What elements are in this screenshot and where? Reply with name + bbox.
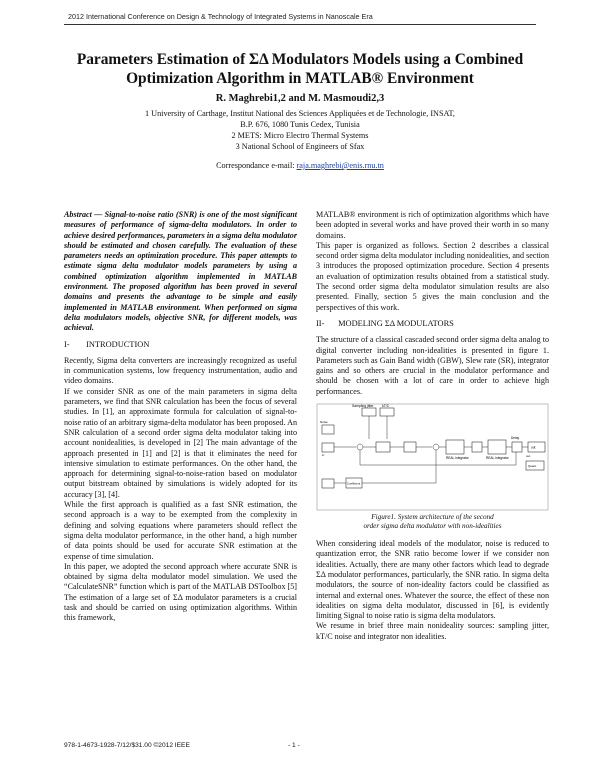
diagram-frame	[317, 404, 548, 510]
noise-label: Noise	[320, 420, 328, 425]
sum-node	[357, 444, 363, 450]
delay-block	[512, 442, 522, 452]
figure-1-caption	[316, 513, 549, 531]
sum-node	[433, 444, 439, 450]
jitter-label: Sampling jitter	[352, 404, 374, 409]
integrator-1-label: REAL Integrator	[446, 456, 469, 461]
feedback-label: Coefficient	[347, 481, 361, 486]
paper-title	[60, 50, 540, 88]
affiliation-1: 1 University of Carthage, Institut National des Sciences Appliquées et de Technologie, INSAT,	[145, 109, 455, 118]
section-1-title: INTRODUCTION	[86, 339, 150, 349]
correspondence-email-link[interactable]: raja.maghrebi@enis.rnu.tn	[296, 161, 384, 170]
section-1-number: I-	[64, 339, 70, 349]
quant-label: Quant	[528, 464, 537, 469]
intro-paragraph: In this paper, we adopted the second approach where accurate SNR is obtained by sigma delta modulator model simulation. We used the “CalculateSNR” function which is part of the MATLAB DSToolbox [5]	[64, 561, 297, 592]
body-paragraph: We resume in brief three main nonideality sources: sampling jitter, kT/C noise and integrator non idealities.	[316, 621, 549, 641]
gain-block	[472, 442, 482, 452]
affiliations	[60, 108, 540, 152]
output-label: out	[531, 445, 536, 450]
abstract: Abstract — Signal-to-noise ratio (SNR) is one of the most significant measures of performance of sigma-delta modulators. In order to achieve desired performances, parameters in a sigma delta modulator should be estimated and chosen carefully. The evaluation of these parameters needs an optimization procedure. This paper attempts to estimate sigma delta modulator models parameters by using a combined optimization algorithm implemented in MATLAB environment. The proposed algorithm has been proved in several domains and presents the advantage to be simple and easily implemented in MATLAB environment. When performed on sigma delta modulators models, objective SNR, for different models, was achieval.	[64, 210, 297, 333]
footer-isbn: 978-1-4673-1928-7/12/$31.00 ©2012 IEEE	[64, 742, 190, 749]
body-paragraph: MATLAB® environment is rich of optimization algorithms which have been adopted in several works and have proved their worth in so many domains.	[316, 210, 549, 240]
intro-paragraph: If we consider SNR as one of the main parameters in sigma delta parameters, we find that SNR calculation has been the focus of several studies. In [1], an approximate formula for calculation of signal-to-noise ratio of an arbitrary sigma-delta modulator has been proposed. An SNR calculation of a second order sigma delta modulator taking into account nonidealities, is developed in [2] The main advantage of the approach presented in [1] and [2] is that it eliminates the need for intensive simulation to estimate performances. On the other hand, the approach for determining signal-to-noise-ration based on modulator output bitstream obtained by simulations is widely adopted for its accuracy [3], [4].	[64, 386, 297, 499]
right-column	[316, 210, 549, 642]
header-rule	[64, 24, 536, 25]
section-2-title: MODELING ΣΔ MODULATORS	[338, 318, 454, 328]
gain-block	[376, 442, 390, 452]
intro-paragraph: Recently, Sigma delta converters are increasingly recognized as useful in communication systems, low frequency instrumentation, audio and video domains.	[64, 355, 297, 386]
section-2-number: II-	[316, 318, 325, 328]
figure-1-block-diagram	[316, 403, 549, 511]
title-line-1: Parameters Estimation of ΣΔ Modulators Models using a Combined	[76, 51, 524, 68]
footer-page-number: - 1 -	[288, 742, 300, 749]
authors: R. Maghrebi1,2 and M. Masmoudi2,3	[215, 93, 385, 104]
integrator-1-block	[446, 440, 464, 454]
left-column	[64, 210, 297, 624]
body-paragraph: When considering ideal models of the modulator, noise is reduced to quantization error, the SNR ratio become lower if we consider non idealities. Actually, there are many other factors which lead to degrade ΣΔ modulator performances, particularly, the SNR ratio. In sigma delta modulators, the source of non-ideality factors could be classified as internal and external ones. Whatever the source, the effect of these non idealities on sigma delta modulator, discussed in [6], is evidently limiting Signal to noise ratio is sigma delta modulators.	[316, 539, 549, 621]
intro-paragraph: While the first approach is qualified as a fast SNR estimation, the second approach is a way to be exempted from the complexity in defining and solving equations where parameters should reflect the sigma delta modulator performance, in the other hand, a high number of data points should be used for accurate SNR estimation at the expense of time simulation.	[64, 500, 297, 561]
delay-label: Delay	[511, 436, 520, 441]
gain-block	[404, 442, 416, 452]
body-paragraph: The structure of a classical cascaded second order sigma delta analog to digital converter including non-idealities is presented in figure 1. Parameters such as Gain Band width (GBW), Slew rate (SR), integrator gains and so others are crucial in the modulator performance and should be chosen with a lot of care in order to achieve high performances.	[316, 335, 549, 396]
ktc-block	[380, 408, 394, 416]
conference-header: 2012 International Conference on Design & Technology of Integrated Systems in Nanoscale Era	[68, 12, 373, 21]
body-paragraph: This paper is organized as follows. Section 2 describes a classical second order sigma delta modulator including nonidealities, and section 3 introduces the proposed optimization procedure. Section 4 presents an evaluation of optimization results obtained from a statistical study. The second order sigma delta modulator simulation results are also presented. Finally, section 5 gives the main conclusion and the perspectives of this work.	[316, 240, 549, 312]
block-diagram-svg	[316, 403, 549, 511]
intro-paragraph: The estimation of a large set of ΣΔ modulator parameters is a crucial task and should be carried on using optimization algorithms. Within this framework,	[64, 592, 297, 623]
section-2-heading	[316, 319, 549, 329]
correspondence	[60, 161, 540, 170]
integrator-2-label: REAL Integrator	[486, 456, 509, 461]
correspondence-label: Correspondance e-mail:	[216, 161, 295, 170]
caption-line-2: order sigma delta modulator with non-idealities	[363, 522, 502, 531]
affiliation-2: 2 METS: Micro Electro Thermal Systems	[231, 131, 369, 140]
integrator-2-block	[488, 440, 506, 454]
out-label-left: out	[526, 454, 531, 459]
title-line-2: Optimization Algorithm in MATLAB® Environment	[126, 70, 474, 87]
jitter-block	[362, 408, 376, 416]
caption-line-1: Figure1. System architecture of the second	[371, 513, 494, 522]
source-block	[322, 443, 334, 452]
ktc-label: kT/C	[382, 404, 390, 409]
affiliation-3: 3 National School of Engineers of Sfax	[235, 142, 365, 151]
section-1-heading	[64, 340, 297, 350]
source-block	[322, 425, 334, 434]
in-label: in	[322, 453, 325, 458]
affiliation-1-address: B.P. 676, 1080 Tunis Cedex, Tunisia	[240, 120, 360, 129]
source-block	[322, 479, 334, 488]
